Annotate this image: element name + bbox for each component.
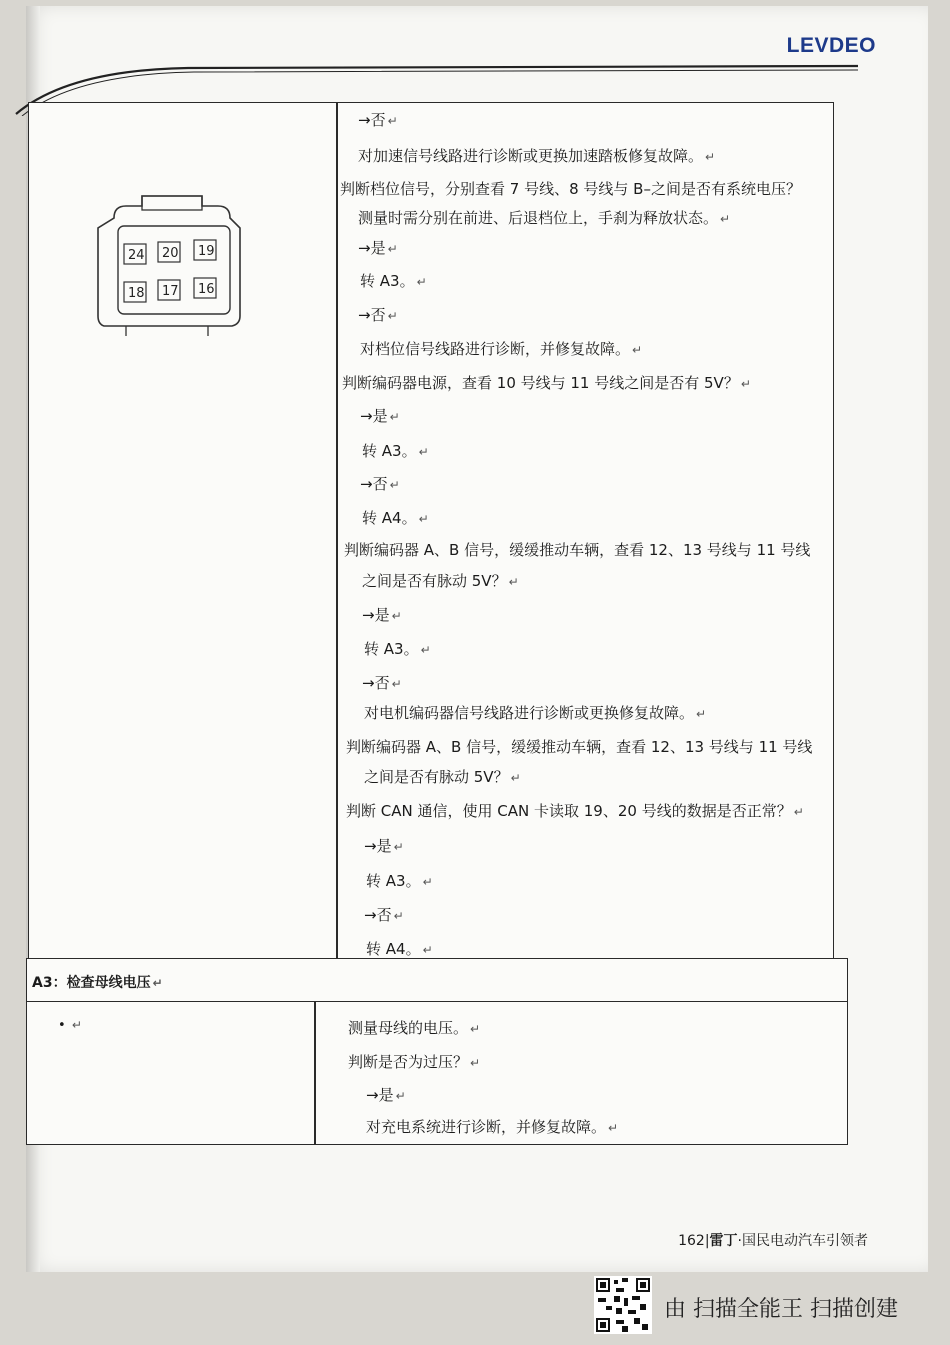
procedure-line: 判断编码器 A、B 信号，缓缓推动车辆，查看 12、13 号线与 11 号线	[344, 541, 811, 559]
procedure-line: →否 ↵	[360, 475, 400, 493]
procedure-line: 测量母线的电压。 ↵	[348, 1019, 481, 1037]
pin-label: 17	[162, 284, 179, 299]
column-divider	[314, 1002, 316, 1144]
footer-tagline: ·国民电动汽车引领者	[737, 1233, 868, 1249]
qr-code-icon	[594, 1276, 652, 1334]
pin-label: 20	[162, 246, 179, 261]
procedure-line: 转 A3。 ↵	[360, 272, 427, 290]
procedure-line: 对档位信号线路进行诊断，并修复故障。 ↵	[360, 340, 643, 358]
procedure-line: 转 A4。 ↵	[366, 940, 433, 958]
procedure-line: 转 A3。 ↵	[366, 872, 433, 890]
procedure-line: →是 ↵	[366, 1086, 406, 1104]
procedure-line: →是 ↵	[360, 407, 400, 425]
procedure-line: →是 ↵	[362, 606, 402, 624]
pin-label: 24	[128, 248, 145, 263]
procedure-line: 判断编码器电源，查看 10 号线与 11 号线之间是否有 5V？ ↵	[342, 374, 751, 392]
procedure-line: 转 A3。 ↵	[362, 442, 429, 460]
procedure-line: 判断 CAN 通信，使用 CAN 卡读取 19、20 号线的数据是否正常？ ↵	[346, 802, 804, 820]
procedure-line: 转 A4。 ↵	[362, 509, 429, 527]
procedure-line: →否 ↵	[364, 906, 404, 924]
column-divider	[336, 103, 338, 965]
procedure-line: 判断是否为过压？ ↵	[348, 1053, 481, 1071]
procedure-line: 对充电系统进行诊断，并修复故障。 ↵	[366, 1118, 619, 1136]
procedure-line: →否 ↵	[358, 306, 398, 324]
page-number: 162	[678, 1233, 705, 1249]
page-footer: 162|雷丁·国民电动汽车引领者	[678, 1233, 868, 1249]
connector-diagram	[96, 190, 248, 340]
procedure-line: 对加速信号线路进行诊断或更换加速踏板修复故障。 ↵	[358, 147, 716, 165]
procedure-line: 转 A3。 ↵	[364, 640, 431, 658]
scanner-watermark: 由 扫描全能王 扫描创建	[664, 1297, 898, 1322]
pin-label: 16	[198, 282, 215, 297]
section-heading: A3：检查母线电压 ↵	[32, 975, 163, 991]
pin-label: 18	[128, 286, 145, 301]
procedure-line: →是 ↵	[358, 239, 398, 257]
procedure-line: 判断档位信号，分别查看 7 号线、8 号线与 B–之间是否有系统电压？	[340, 180, 801, 198]
procedure-line: 之间是否有脉动 5V？ ↵	[364, 768, 521, 786]
procedure-line: 测量时需分别在前进、后退档位上，手刹为释放状态。 ↵	[358, 209, 731, 227]
procedure-line: →否 ↵	[358, 111, 398, 129]
procedure-line: 对电机编码器信号线路进行诊断或更换修复故障。 ↵	[364, 704, 707, 722]
procedure-line: →是 ↵	[364, 837, 404, 855]
procedure-line: →否 ↵	[362, 674, 402, 692]
brand-logo: LEVDEO	[786, 34, 876, 57]
footer-brand: 雷丁	[709, 1233, 738, 1249]
procedure-line: 之间是否有脉动 5V？ ↵	[362, 572, 519, 590]
pin-label: 19	[198, 244, 215, 259]
bullet-point: • ↵	[58, 1018, 82, 1033]
procedure-line: 判断编码器 A、B 信号，缓缓推动车辆，查看 12、13 号线与 11 号线	[346, 738, 813, 756]
